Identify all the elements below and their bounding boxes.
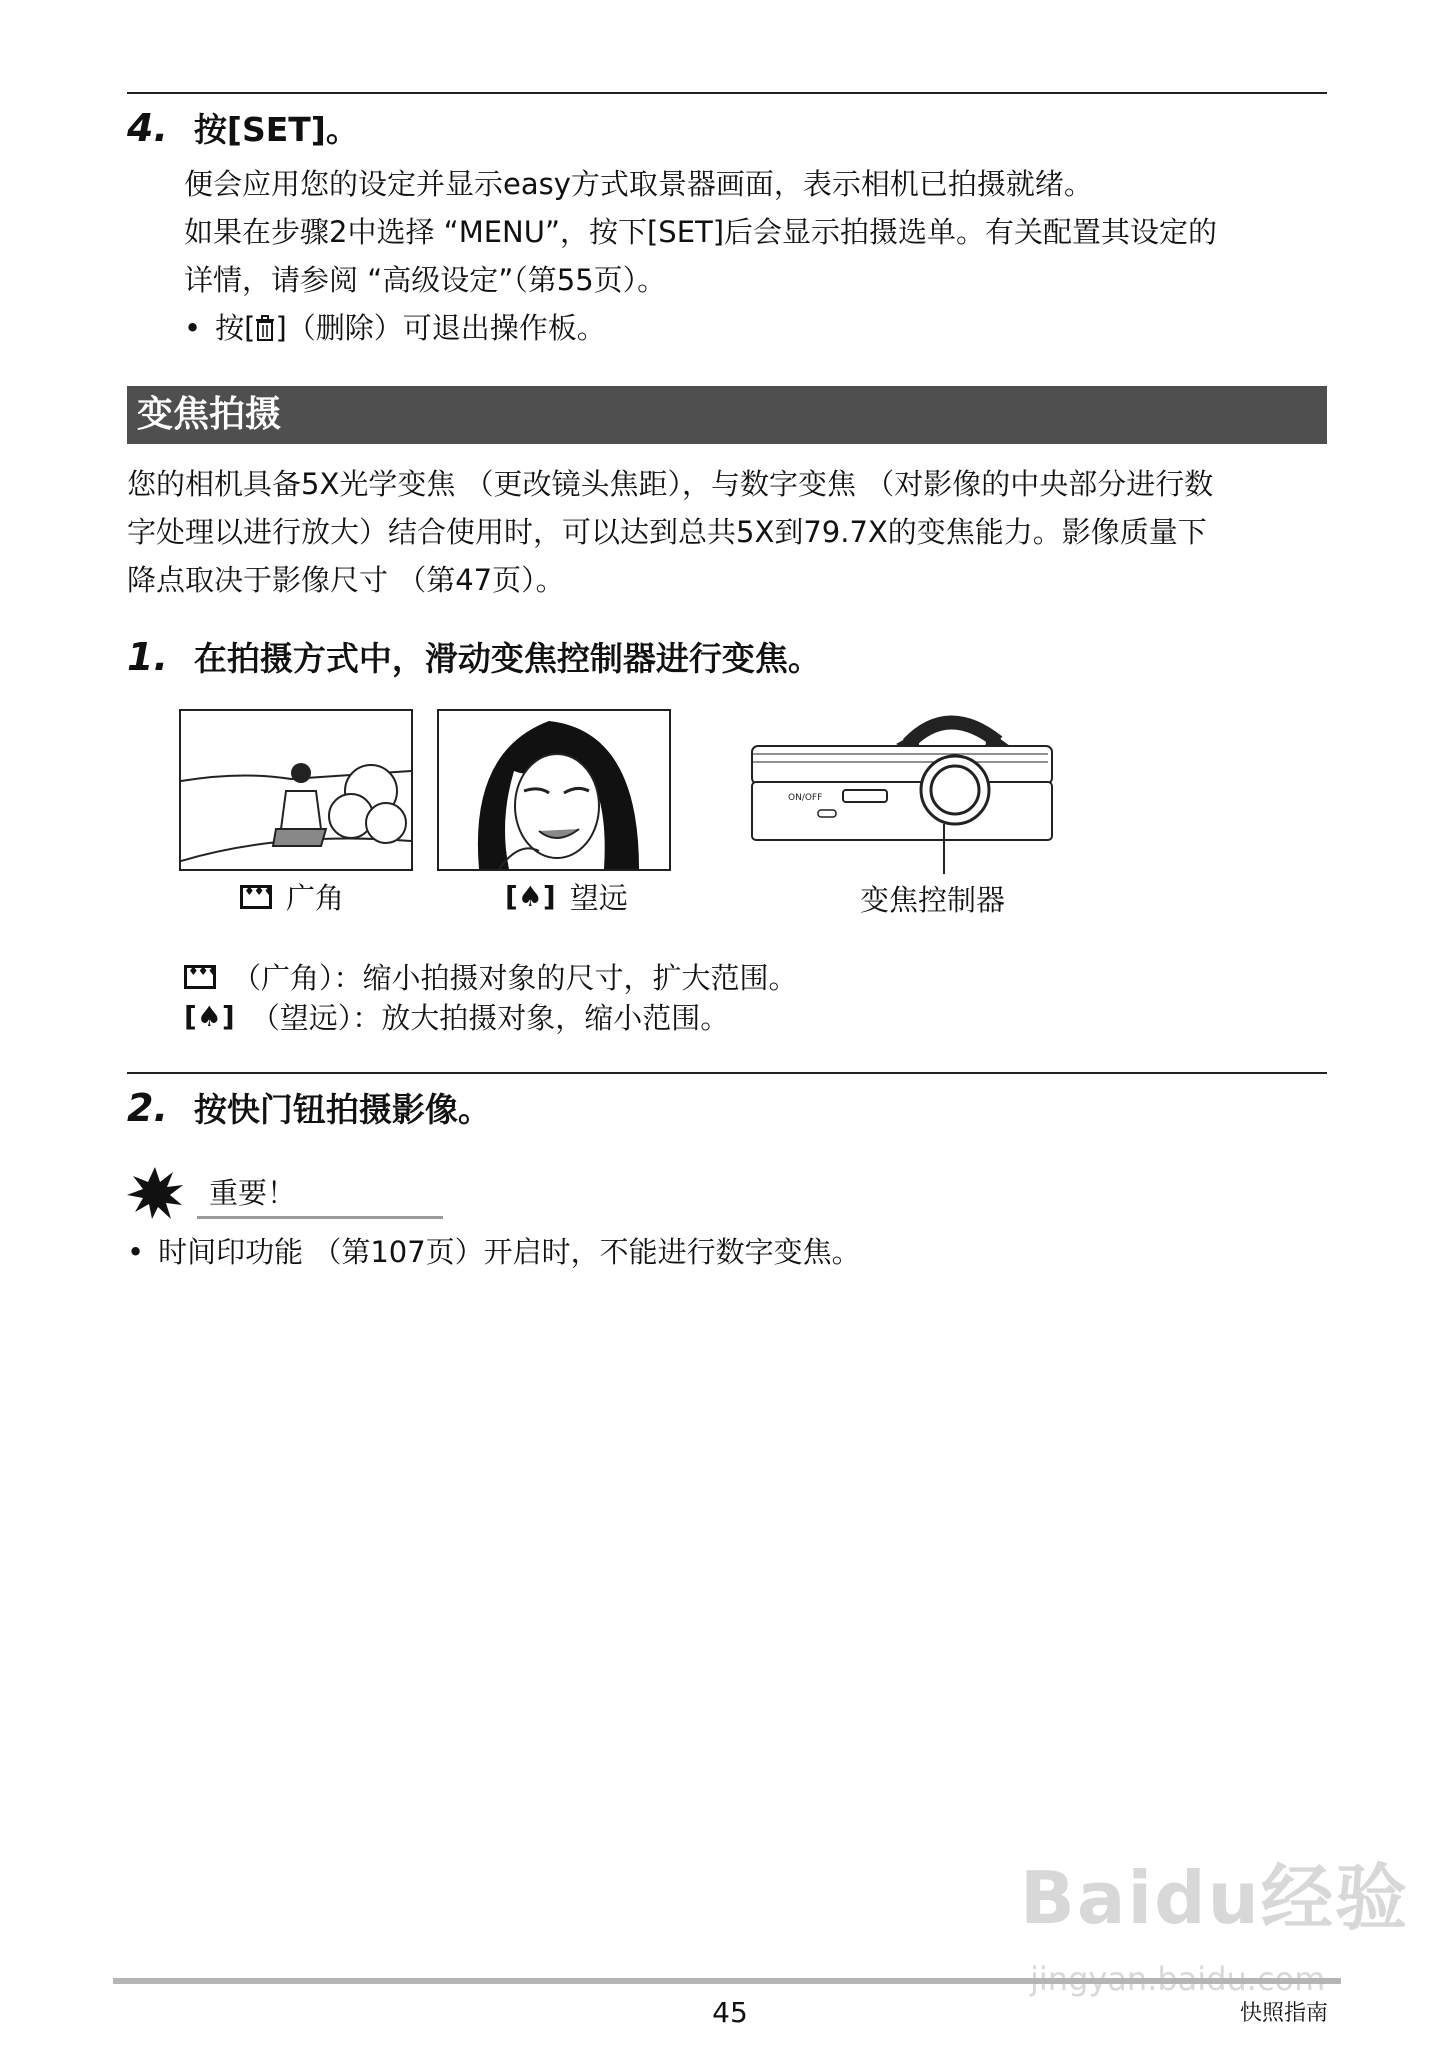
legend-tele-text: （望远）：放大拍摄对象，缩小范围。 — [250, 1001, 730, 1035]
bullet-suffix: ]（删除）可退出操作板。 — [275, 311, 606, 345]
body-line: 详情，请参阅 “高级设定”（第55页）。 — [184, 263, 667, 297]
camera-onoff-label: ON/OFF — [788, 793, 823, 803]
burst-icon — [127, 1167, 183, 1219]
section-title-bar: 变焦拍摄 — [127, 386, 1327, 444]
step-1-heading — [127, 633, 821, 680]
wide-angle-photo — [179, 709, 413, 871]
intro-line: 您的相机具备5X光学变焦 （更改镜头焦距），与数字变焦 （对影像的中央部分进行数 — [127, 467, 1214, 501]
step-number: 1. — [127, 635, 168, 679]
bullet-prefix: 按[ — [215, 311, 256, 345]
step-4-body — [184, 160, 1217, 352]
important-heading — [127, 1167, 443, 1219]
step-2-heading — [127, 1084, 491, 1131]
caption-wide-text: 广角 — [286, 881, 345, 915]
step-title: 在拍摄方式中，滑动变焦控制器进行变焦。 — [193, 639, 821, 678]
step-2-rule — [127, 1072, 1327, 1074]
step-number: 4. — [127, 106, 168, 150]
caption-controller-text: 变焦控制器 — [860, 883, 1006, 917]
section-intro — [127, 460, 1213, 604]
step-number: 2. — [127, 1086, 168, 1130]
camera-zoom-illustration — [748, 694, 1058, 874]
important-note: • 时间印功能 （第107页）开启时，不能进行数字变焦。 — [127, 1228, 861, 1276]
step-4-heading — [127, 104, 359, 151]
body-line: 便会应用您的设定并显示easy方式取景器画面，表示相机已拍摄就绪。 — [184, 167, 1093, 201]
important-note-text: 时间印功能 （第107页）开启时，不能进行数字变焦。 — [158, 1235, 861, 1269]
body-line: 如果在步骤2中选择 “MENU”，按下[SET]后会显示拍摄选单。有关配置其设定的 — [184, 215, 1218, 249]
trash-icon — [255, 314, 275, 342]
top-rule — [127, 92, 1327, 94]
bullet-delete: • 按[ ]（删除）可退出操作板。 — [184, 304, 1217, 352]
caption-wide — [240, 876, 344, 917]
wide-angle-icon — [184, 965, 216, 989]
telephoto-icon: [♠] — [184, 1000, 235, 1033]
page-number: 45 — [712, 1996, 748, 2029]
important-label: 重要！ — [209, 1176, 297, 1210]
telephoto-icon: [♠] — [505, 880, 556, 913]
caption-controller — [860, 878, 1005, 919]
intro-line: 字处理以进行放大）结合使用时，可以达到总共5X到79.7X的变焦能力。影像质量下 — [127, 515, 1207, 549]
footer-title: 快照指南 — [1240, 2001, 1329, 2026]
wide-angle-icon — [240, 885, 272, 909]
caption-tele — [505, 876, 628, 917]
telephoto-photo — [437, 709, 671, 871]
caption-tele-text: 望远 — [569, 881, 628, 915]
baidu-watermark-logo: Baidu经验 — [1020, 1856, 1409, 1940]
intro-line: 降点取决于影像尺寸 （第47页）。 — [127, 563, 565, 597]
legend-wide — [184, 956, 798, 997]
legend-wide-text: （广角）：缩小拍摄对象的尺寸，扩大范围。 — [232, 961, 798, 995]
step-title: 按快门钮拍摄影像。 — [193, 1090, 491, 1129]
step-title: 按[SET]。 — [193, 110, 359, 149]
footer-rule — [113, 1978, 1341, 1984]
legend-tele — [184, 996, 729, 1037]
